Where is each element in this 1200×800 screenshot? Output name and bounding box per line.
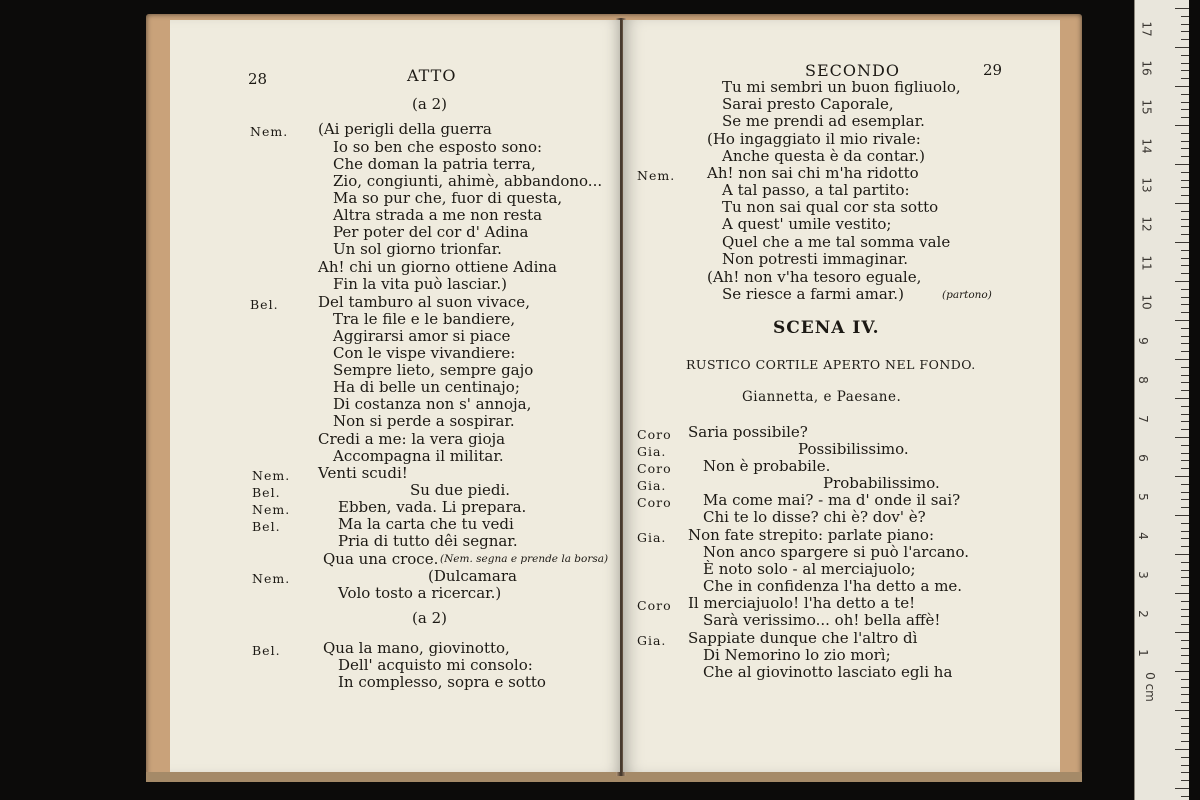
- ruler-tick: [1181, 109, 1189, 110]
- speaker-label: Coro: [637, 427, 672, 442]
- ruler-tick: [1175, 203, 1189, 204]
- ruler-tick: [1181, 390, 1189, 391]
- verse-line: Del tamburo al suon vivace,: [318, 293, 530, 311]
- ruler-tick: [1181, 780, 1189, 781]
- verse-line: Che al giovinotto lasciato egli ha: [703, 663, 953, 681]
- verse-line: Per poter del cor d' Adina: [333, 223, 529, 241]
- ruler-tick: [1181, 211, 1189, 212]
- ruler-tick: [1181, 78, 1189, 79]
- ruler-tick: [1181, 172, 1189, 173]
- verse-line: Il merciajuolo! l'ha detto a te!: [688, 594, 916, 612]
- exit-direction: (partono): [942, 289, 992, 301]
- verse-line: Di Nemorino lo zio morì;: [703, 646, 891, 664]
- ruler-number: 0 cm: [1142, 672, 1157, 702]
- verse-line: Che in confidenza l'ha detto a me.: [703, 577, 963, 595]
- verse-line: Zio, congiunti, ahimè, abbandono...: [333, 172, 603, 190]
- ruler-number: 15: [1139, 99, 1154, 115]
- ruler-tick: [1181, 460, 1189, 461]
- verse-line: Sarà verissimo... oh! bella affè!: [703, 611, 941, 629]
- ruler-tick: [1181, 219, 1189, 220]
- ruler-tick: [1181, 94, 1189, 95]
- ruler-tick: [1175, 710, 1189, 711]
- verse-line: È noto solo - al merciajuolo;: [703, 560, 916, 578]
- speaker-label: Gia.: [637, 530, 667, 545]
- ruler-tick: [1181, 733, 1189, 734]
- verse-line: Probabilissimo.: [823, 474, 940, 492]
- verse-line: Ah! non sai chi m'ha ridotto: [707, 164, 919, 182]
- ruler-tick: [1181, 297, 1189, 298]
- ruler-tick: [1175, 8, 1189, 9]
- ruler-tick: [1175, 125, 1189, 126]
- speaker-label: Bel.: [252, 643, 281, 658]
- ruler-tick: [1181, 343, 1189, 344]
- ruler-tick: [1181, 367, 1189, 368]
- verse-line: Io so ben che esposto sono:: [333, 138, 543, 156]
- ruler-tick: [1181, 273, 1189, 274]
- verse-line: Non si perde a sospirar.: [333, 412, 515, 430]
- ruler-tick: [1181, 499, 1189, 500]
- ruler-tick: [1181, 24, 1189, 25]
- ruler-tick: [1181, 31, 1189, 32]
- verse-line: (Ai perigli della guerra: [318, 120, 492, 138]
- ruler-tick: [1181, 429, 1189, 430]
- ruler-tick: [1181, 351, 1189, 352]
- ruler-number: 3: [1135, 571, 1150, 579]
- speaker-label: Nem.: [252, 502, 291, 517]
- speaker-label: Nem.: [637, 168, 676, 183]
- ruler-tick: [1181, 796, 1189, 797]
- ruler-tick: [1181, 39, 1189, 40]
- verse-line: A tal passo, a tal partito:: [722, 181, 910, 199]
- scene-title: SCENA IV.: [773, 318, 880, 338]
- ruler-tick: [1181, 265, 1189, 266]
- ruler-tick: [1181, 694, 1189, 695]
- ruler-tick: [1175, 632, 1189, 633]
- a-due-marker: (a 2): [412, 95, 447, 113]
- speaker-label: Bel.: [252, 519, 281, 534]
- ruler-tick: [1181, 570, 1189, 571]
- verse-line: Venti scudi!: [318, 464, 408, 482]
- ruler-tick: [1175, 398, 1189, 399]
- ruler-tick: [1181, 445, 1189, 446]
- ruler-tick: [1181, 382, 1189, 383]
- verse-line: Non è probabile.: [703, 457, 831, 475]
- ruler-tick: [1181, 507, 1189, 508]
- ruler-tick: [1175, 593, 1189, 594]
- verse-line: Ma la carta che tu vedi: [338, 515, 514, 533]
- ruler-tick: [1181, 624, 1189, 625]
- ruler-tick: [1181, 63, 1189, 64]
- verse-line: A quest' umile vestito;: [722, 215, 892, 233]
- ruler-tick: [1175, 515, 1189, 516]
- ruler-tick: [1181, 702, 1189, 703]
- ruler-number: 8: [1135, 376, 1150, 384]
- verse-line: Non anco spargere si può l'arcano.: [703, 543, 969, 561]
- ruler-tick: [1181, 375, 1189, 376]
- ruler-number: 4: [1135, 532, 1150, 540]
- ruler-tick: [1175, 86, 1189, 87]
- verse-line: Anche questa è da contar.): [722, 147, 925, 165]
- running-head-left: ATTO: [407, 66, 457, 85]
- verse-line: Pria di tutto dêi segnar.: [338, 532, 518, 550]
- ruler-number: 5: [1135, 493, 1150, 501]
- ruler-tick: [1175, 359, 1189, 360]
- verse-line: Qua una croce.: [323, 550, 439, 568]
- ruler-tick: [1181, 406, 1189, 407]
- verse-line: Fin la vita può lasciar.): [333, 275, 507, 293]
- ruler-tick: [1181, 180, 1189, 181]
- speaker-label: Nem.: [252, 468, 291, 483]
- verse-line: Accompagna il militar.: [333, 447, 504, 465]
- ruler-tick: [1181, 102, 1189, 103]
- ruler-number: 6: [1135, 454, 1150, 462]
- ruler-tick: [1175, 47, 1189, 48]
- ruler-tick: [1181, 663, 1189, 664]
- stage-direction: (Nem. segna e prende la borsa): [440, 553, 609, 565]
- page-number-left: 28: [248, 70, 268, 88]
- ruler-number: 7: [1135, 415, 1150, 423]
- ruler-number: 13: [1139, 177, 1154, 193]
- ruler-tick: [1181, 609, 1189, 610]
- ruler-tick: [1181, 679, 1189, 680]
- ruler-tick: [1175, 671, 1189, 672]
- speaker-label: Bel.: [252, 485, 281, 500]
- ruler-tick: [1181, 336, 1189, 337]
- ruler-tick: [1175, 749, 1189, 750]
- verse-line: Saria possibile?: [688, 423, 808, 441]
- ruler-tick: [1181, 648, 1189, 649]
- verse-line: Chi te lo disse? chi è? dov' è?: [703, 508, 926, 526]
- verse-line: Ha di belle un centinajo;: [333, 378, 520, 396]
- ruler-tick: [1181, 492, 1189, 493]
- ruler-number: 9: [1135, 337, 1150, 345]
- ruler-tick: [1181, 195, 1189, 196]
- ruler-tick: [1175, 164, 1189, 165]
- verse-line: Di costanza non s' annoja,: [333, 395, 532, 413]
- verse-line: Altra strada a me non resta: [333, 206, 543, 224]
- verse-line: Sarai presto Caporale,: [722, 95, 894, 113]
- ruler-tick: [1181, 187, 1189, 188]
- verse-line: Un sol giorno trionfar.: [333, 240, 502, 258]
- verse-line: Possibilissimo.: [798, 440, 909, 458]
- ruler-number: 10: [1139, 294, 1154, 310]
- ruler-tick: [1181, 141, 1189, 142]
- ruler-tick: [1181, 601, 1189, 602]
- ruler-number: 12: [1139, 216, 1154, 232]
- ruler-tick: [1181, 468, 1189, 469]
- verse-line: Tu non sai qual cor sta sotto: [722, 198, 939, 216]
- ruler-tick: [1175, 554, 1189, 555]
- ruler-tick: [1175, 788, 1189, 789]
- verse-line: (Ho ingaggiato il mio rivale:: [707, 130, 921, 148]
- a-due-marker: (a 2): [412, 609, 447, 627]
- ruler-tick: [1181, 772, 1189, 773]
- verse-line: Che doman la patria terra,: [333, 155, 536, 173]
- speaker-label: Gia.: [637, 444, 667, 459]
- verse-line: Quel che a me tal somma vale: [722, 233, 951, 251]
- ruler-tick: [1181, 414, 1189, 415]
- scene-characters: Giannetta, e Paesane.: [742, 389, 902, 405]
- ruler-tick: [1175, 437, 1189, 438]
- verse-line: Volo tosto a ricercar.): [338, 584, 502, 602]
- ruler-tick: [1181, 741, 1189, 742]
- ruler-tick: [1181, 156, 1189, 157]
- ruler-tick: [1181, 655, 1189, 656]
- verse-line: Se me prendi ad esemplar.: [722, 112, 925, 130]
- measuring-ruler: [1134, 0, 1189, 800]
- ruler-tick: [1181, 226, 1189, 227]
- ruler-tick: [1181, 234, 1189, 235]
- ruler-tick: [1181, 546, 1189, 547]
- ruler-tick: [1181, 562, 1189, 563]
- verse-line: Con le vispe vivandiere:: [333, 344, 516, 362]
- verse-line: (Ah! non v'ha tesoro eguale,: [707, 268, 922, 286]
- speaker-label: Coro: [637, 461, 672, 476]
- ruler-tick: [1181, 726, 1189, 727]
- scene-setting: RUSTICO CORTILE APERTO NEL FONDO.: [686, 357, 976, 372]
- ruler-tick: [1181, 289, 1189, 290]
- ruler-tick: [1181, 117, 1189, 118]
- verse-line: Su due piedi.: [410, 481, 511, 499]
- speaker-label: Nem.: [252, 571, 291, 586]
- verse-line: Credi a me: la vera gioja: [318, 430, 506, 448]
- verse-line: Sappiate dunque che l'altro dì: [688, 629, 918, 647]
- ruler-tick: [1181, 328, 1189, 329]
- verse-line: Non fate strepito: parlate piano:: [688, 526, 935, 544]
- ruler-number: 1: [1135, 649, 1150, 657]
- ruler-tick: [1181, 133, 1189, 134]
- ruler-tick: [1181, 70, 1189, 71]
- verse-line: Aggirarsi amor si piace: [333, 327, 511, 345]
- ruler-tick: [1181, 640, 1189, 641]
- verse-line: Ah! chi un giorno ottiene Adina: [318, 258, 557, 276]
- ruler-tick: [1181, 16, 1189, 17]
- page-number-right: 29: [983, 61, 1003, 79]
- ruler-tick: [1181, 258, 1189, 259]
- ruler-tick: [1175, 320, 1189, 321]
- verse-line: Tra le file e le bandiere,: [333, 310, 516, 328]
- ruler-number: 2: [1135, 610, 1150, 618]
- verse-line: Sempre lieto, sempre gajo: [333, 361, 534, 379]
- ruler-tick: [1181, 585, 1189, 586]
- ruler-tick: [1181, 687, 1189, 688]
- verse-line: In complesso, sopra e sotto: [338, 673, 546, 691]
- ruler-tick: [1181, 765, 1189, 766]
- speaker-label: Gia.: [637, 633, 667, 648]
- ruler-tick: [1181, 421, 1189, 422]
- speaker-label: Bel.: [250, 297, 279, 312]
- ruler-tick: [1181, 577, 1189, 578]
- verse-line: Dell' acquisto mi consolo:: [338, 656, 533, 674]
- verse-line: Ma so pur che, fuor di questa,: [333, 189, 563, 207]
- ruler-tick: [1181, 453, 1189, 454]
- verse-line: (Dulcamara: [428, 567, 517, 585]
- ruler-tick: [1181, 538, 1189, 539]
- speaker-label: Coro: [637, 495, 672, 510]
- verse-line: Se riesce a farmi amar.): [722, 285, 904, 303]
- speaker-label: Coro: [637, 598, 672, 613]
- ruler-number: 14: [1139, 138, 1154, 154]
- speaker-label: Nem.: [250, 124, 289, 139]
- ruler-tick: [1181, 250, 1189, 251]
- ruler-tick: [1181, 718, 1189, 719]
- verse-line: Qua la mano, giovinotto,: [323, 639, 510, 657]
- ruler-tick: [1181, 55, 1189, 56]
- verse-line: Ebben, vada. Li prepara.: [338, 498, 527, 516]
- ruler-tick: [1181, 304, 1189, 305]
- ruler-tick: [1181, 757, 1189, 758]
- verse-line: Tu mi sembri un buon figliuolo,: [722, 78, 961, 96]
- ruler-tick: [1181, 312, 1189, 313]
- verse-line: Non potresti immaginar.: [722, 250, 909, 268]
- verse-line: Ma come mai? - ma d' onde il sai?: [703, 491, 961, 509]
- ruler-tick: [1175, 476, 1189, 477]
- running-head-right: SECONDO: [805, 61, 900, 80]
- ruler-tick: [1181, 531, 1189, 532]
- ruler-tick: [1181, 523, 1189, 524]
- ruler-number: 11: [1139, 255, 1154, 271]
- ruler-tick: [1175, 281, 1189, 282]
- ruler-tick: [1181, 148, 1189, 149]
- ruler-tick: [1175, 242, 1189, 243]
- ruler-tick: [1181, 616, 1189, 617]
- ruler-number: 17: [1139, 21, 1154, 37]
- ruler-number: 16: [1139, 60, 1154, 76]
- speaker-label: Gia.: [637, 478, 667, 493]
- ruler-tick: [1181, 484, 1189, 485]
